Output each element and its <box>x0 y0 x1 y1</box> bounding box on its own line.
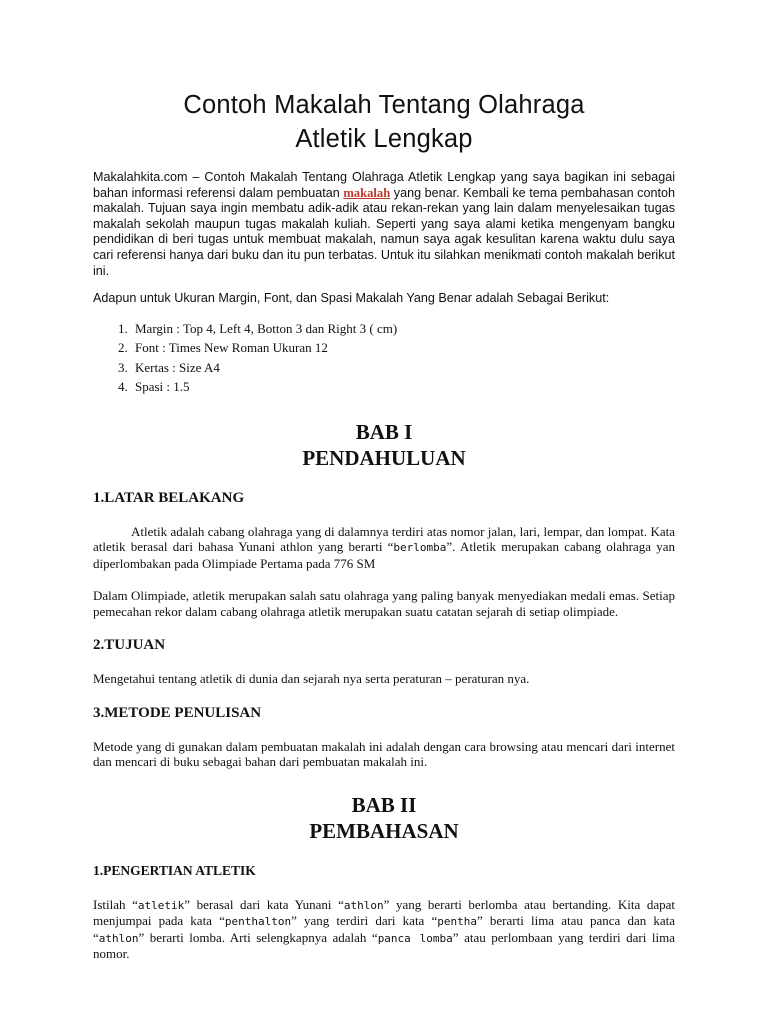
intro-text-1: Makalahkita.com – Contoh Makalah Tentang Olahraga Atletik Lengkap yang saya bagikan ini sebagai bahan informasi referensi dalam pembuatan <box>93 170 675 200</box>
section-heading-tujuan: 2.TUJUAN <box>93 637 166 654</box>
list-item: 1. Margin : Top 4, Left 4, Botton 3 dan Right 3 ( cm) <box>131 319 675 339</box>
makalah-link[interactable]: makalah <box>343 185 391 200</box>
chapter-number: BAB II <box>351 792 417 817</box>
term-atletik: atletik <box>137 898 185 912</box>
page-title <box>93 88 675 156</box>
document-page <box>93 88 675 979</box>
section-heading-latar-belakang: 1.LATAR BELAKANG <box>93 489 245 506</box>
term-penthalton: penthalton <box>224 915 292 929</box>
title-line-1: Contoh Makalah Tentang Olahraga <box>183 91 585 119</box>
intro-paragraph <box>93 170 675 279</box>
format-intro: Adapun untuk Ukuran Margin, Font, dan Spasi Makalah Yang Benar adalah Sebagai Berikut: <box>93 291 610 306</box>
paragraph-latar-belakang-2: Dalam Olimpiade, atletik merupakan salah satu olahraga yang paling banyak menyediakan medali emas. Setiap pemecahan rekor dalam cabang olahraga atletik merupakan suatu catatan sejarah di setiap olimpiade. <box>93 588 675 619</box>
term-panca-lomba: panca lomba <box>377 931 453 945</box>
section-heading-pengertian-atletik: 1.PENGERTIAN ATLETIK <box>93 862 256 878</box>
term-athlon: athlon <box>98 931 139 945</box>
chapter-title: PEMBAHASAN <box>309 818 459 843</box>
paragraph-text: ” berasal dari kata Yunani “ <box>184 896 344 912</box>
title-line-2: Atletik Lengkap <box>295 125 473 153</box>
chapter-title: PENDAHULUAN <box>302 445 466 470</box>
intro-text-2: yang benar. Kembali ke tema pembahasan contoh makalah. Tujuan saya ingin membatu adik-adik atau rekan-rekan yang lain dalam menyelesaikan tugas makalah sekolah maupun tugas makalah kuliah. Seperti yang saya alami ketika mengenyam bangku pendidikan di beri tugas untuk membuat makalah, namun saya agak kesulitan karena waktu dulu saya cari referensi hanya dari buku dan itu pun terbatas. Untuk itu silahkan menikmati contoh makalah berikut ini. <box>93 185 675 278</box>
paragraph-text: Istilah “ <box>93 896 138 912</box>
paragraph-metode-penulisan: Metode yang di gunakan dalam pembuatan makalah ini adalah dengan cara browsing atau mencari dari internet dan mencari di buku sebagai bahan dari pembuatan makalah ini. <box>93 738 675 770</box>
paragraph-text: ” yang berarti berlomba atau bertanding. Kita dapat menjumpai pada kata “ <box>93 896 675 929</box>
term-athlon: athlon <box>343 898 384 912</box>
term-berlomba: berlomba <box>393 541 447 555</box>
format-list <box>93 319 675 397</box>
section-heading-metode-penulisan: 3.METODE PENULISAN <box>93 704 262 721</box>
list-item: 4. Spasi : 1.5 <box>131 377 675 397</box>
paragraph-pengertian-atletik <box>93 897 675 962</box>
term-pentha: pentha <box>437 915 477 929</box>
paragraph-tujuan: Mengetahui tentang atletik di dunia dan sejarah nya serta peraturan – peraturan nya. <box>93 671 530 687</box>
chapter-heading-bab-1 <box>93 419 675 471</box>
list-item: 3. Kertas : Size A4 <box>131 358 675 378</box>
paragraph-text: ” yang terdiri dari kata “ <box>291 913 438 929</box>
paragraph-latar-belakang-1 <box>93 524 675 572</box>
paragraph-text: Atletik adalah cabang olahraga yang di dalamnya terdiri atas nomor jalan, lari, lempar, dan lompat. Kata atletik berasal dari bahasa Yunani athlon yang berarti “ <box>93 523 675 555</box>
paragraph-text: ”. Atletik merupakan cabang olahraga yan diperlombakan pada Olimpiade Pertama pada 776 SM <box>93 539 675 571</box>
paragraph-text: ” berarti lima atau panca dan kata “ <box>93 913 676 945</box>
list-item: 2. Font : Times New Roman Ukuran 12 <box>131 338 675 358</box>
paragraph-text: ” atau perlombaan yang terdiri dari lima nomor. <box>93 929 675 962</box>
chapter-heading-bab-2 <box>93 792 675 844</box>
paragraph-text: ” berarti lomba. Arti selengkapnya adalah “ <box>138 929 378 945</box>
chapter-number: BAB I <box>355 419 413 444</box>
